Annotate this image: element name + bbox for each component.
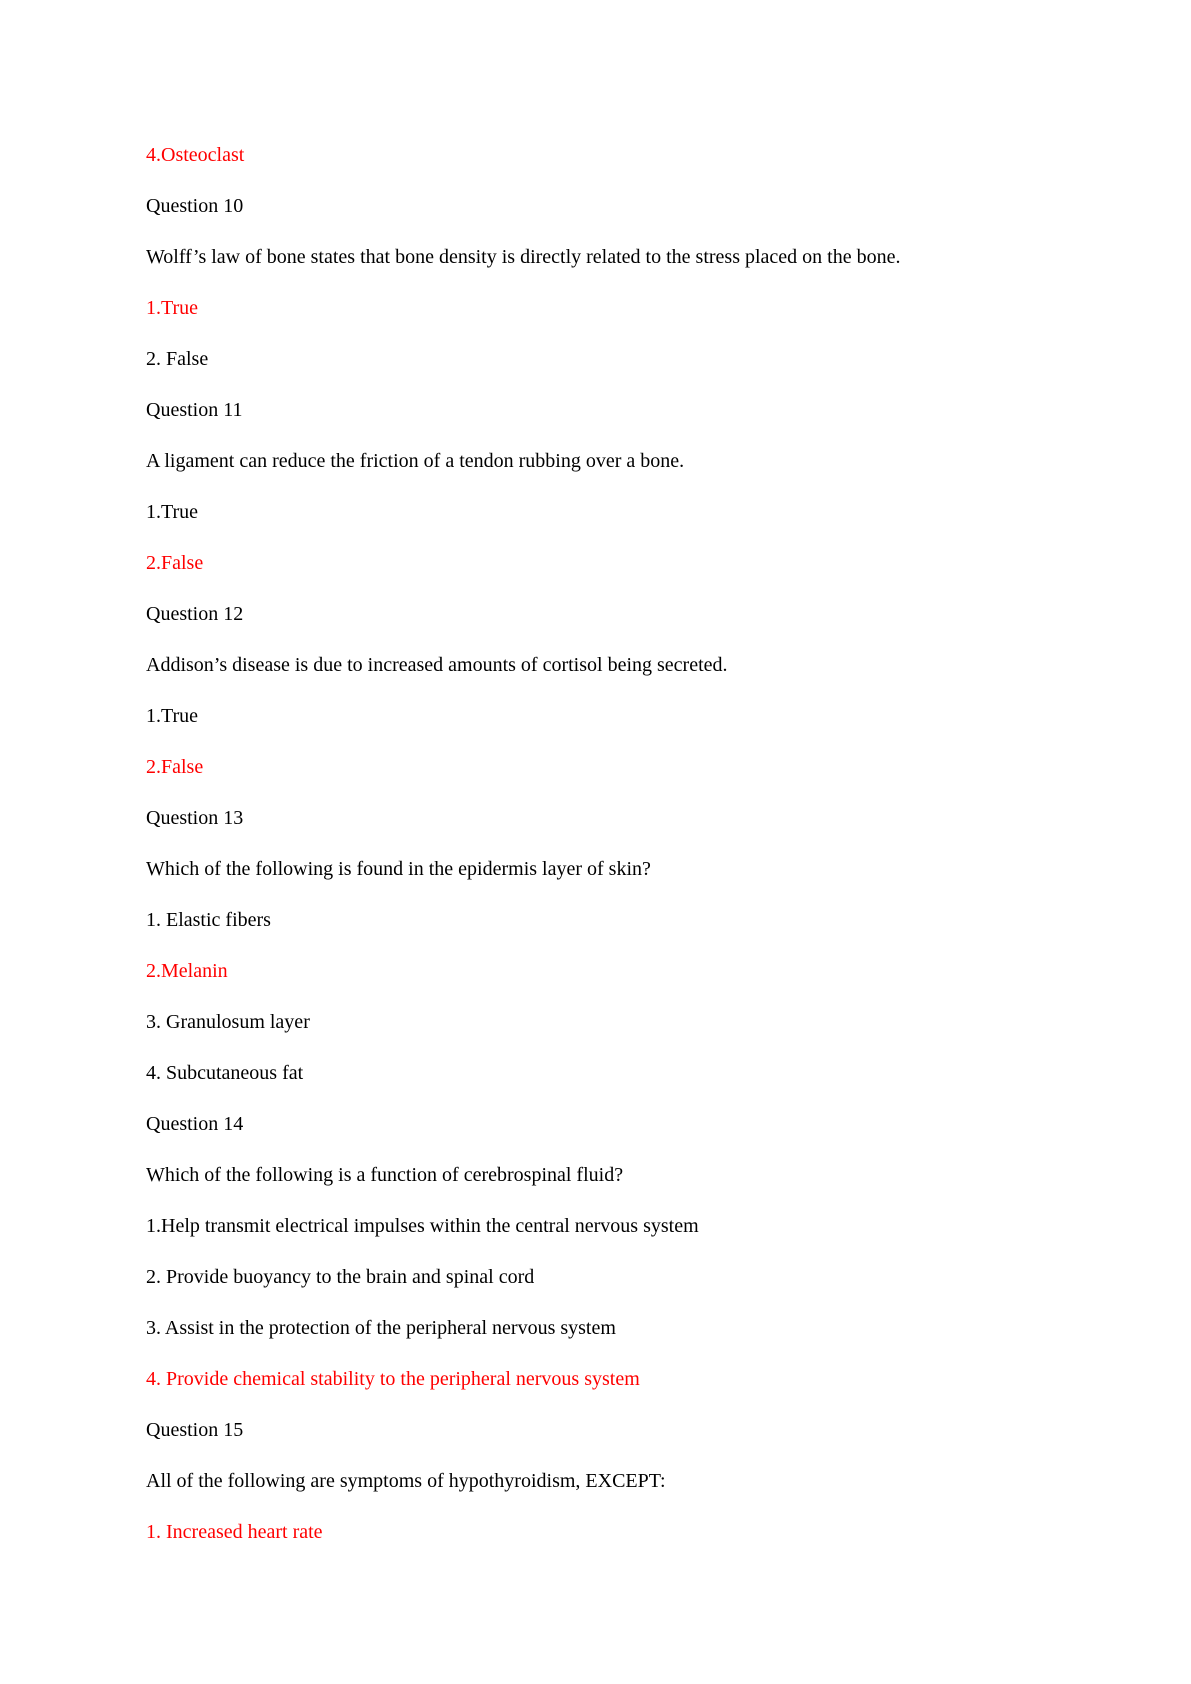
answer-option-q11-1: 1.True (146, 501, 199, 523)
answer-option-q15-1: 1. Increased heart rate (146, 1521, 323, 1543)
answer-option-q11-2: 2.False (146, 552, 204, 574)
answer-option-q14-3: 3. Assist in the protection of the peripheral nervous system (146, 1317, 616, 1339)
question-text-13: Which of the following is found in the epidermis layer of skin? (146, 858, 651, 880)
answer-option-q12-1: 1.True (146, 705, 199, 727)
question-text-15: All of the following are symptoms of hypothyroidism, EXCEPT: (146, 1470, 666, 1492)
question-text-11: A ligament can reduce the friction of a tendon rubbing over a bone. (146, 450, 685, 472)
answer-option-q12-2: 2.False (146, 756, 204, 778)
question-heading-14: Question 14 (146, 1113, 244, 1135)
answer-option-q13-4: 4. Subcutaneous fat (146, 1062, 304, 1084)
question-heading-15: Question 15 (146, 1419, 244, 1441)
question-text-14: Which of the following is a function of cerebrospinal fluid? (146, 1164, 624, 1186)
answer-option-q14-4: 4. Provide chemical stability to the peripheral nervous system (146, 1368, 640, 1390)
answer-option-q13-3: 3. Granulosum layer (146, 1011, 310, 1033)
document-body (146, 142, 1106, 1570)
answer-option-q10-2: 2. False (146, 348, 209, 370)
question-text-12: Addison’s disease is due to increased amounts of cortisol being secreted. (146, 654, 728, 676)
question-heading-13: Question 13 (146, 807, 244, 829)
answer-option-q10-1: 1.True (146, 297, 199, 319)
question-heading-12: Question 12 (146, 603, 244, 625)
question-heading-10: Question 10 (146, 195, 244, 217)
answer-option-q14-2: 2. Provide buoyancy to the brain and spinal cord (146, 1266, 535, 1288)
answer-option-q13-2: 2.Melanin (146, 960, 228, 982)
answer-option-q13-1: 1. Elastic fibers (146, 909, 271, 931)
answer-option-q14-1: 1.Help transmit electrical impulses within the central nervous system (146, 1215, 699, 1237)
question-text-10: Wolff’s law of bone states that bone density is directly related to the stress placed on the bone. (146, 246, 901, 268)
question-heading-11: Question 11 (146, 399, 243, 421)
answer-option-q9-4: 4.Osteoclast (146, 144, 245, 166)
